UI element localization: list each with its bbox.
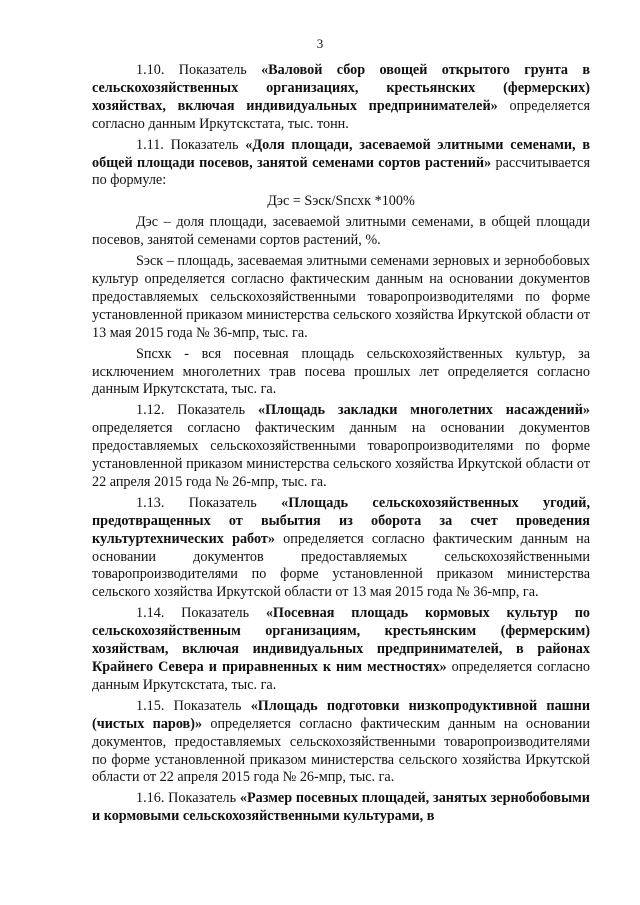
- paragraph-text: определяется согласно данным Иркутскстата, тыс. тонн.: [92, 97, 590, 132]
- paragraph-1-12: [92, 402, 590, 492]
- formula: Дэс = Sэск/Sпсхк *100%: [267, 193, 415, 210]
- definition-spshk: Sпсхк - вся посевная площадь сельскохозяйственных культур, за исключением многолетних трав посева прошлых лет определяется согласно данным Иркутскстата, тыс. га.: [92, 345, 590, 398]
- paragraph-prefix: 1.12. Показатель: [136, 402, 259, 419]
- definition-des: Дэс – доля площади, засеваемой элитными семенами, в общей площади посевов, занятой семенами сортов растений, %.: [92, 214, 590, 249]
- paragraph-1-10: [92, 62, 590, 134]
- paragraph-prefix: 1.15. Показатель: [136, 697, 251, 714]
- indicator-title: «Площадь сельскохозяйственных угодий, предотвращенных от выбытия из оборота за счет проведения культуртехнических работ»: [92, 494, 590, 547]
- paragraph-text: определяется согласно данным Иркутскстата, тыс. га.: [92, 659, 591, 693]
- paragraph-1-15: [92, 698, 590, 788]
- indicator-title: «Посевная площадь кормовых культур по сельскохозяйственным организациям, крестьянским (фермерским) хозяйствам, включая индивидуальных предпринимателей, в районах Крайнего Севера и приравненных к ним местностях»: [92, 605, 590, 675]
- paragraph-text: рассчитывается по формуле:: [92, 154, 590, 189]
- paragraph-text: определяется согласно фактическим данным на основании документов предоставляемых сельскохозяйственными товаропроизводителями по форме установленной приказом министерства сельского хозяйства Иркутской области от 13 мая 2015 года № 36-мпр, га.: [92, 530, 590, 601]
- indicator-title: «Размер посевных площадей, занятых зернобобовыми и кормовыми сельскохозяйственными культурами, в: [92, 790, 590, 825]
- indicator-title: «Доля площади, засеваемой элитными семенами, в общей площади посевов, занятой семенами сортов растений»: [92, 136, 590, 171]
- paragraph-text: определяется согласно фактическим данным на основании документов предоставляемых сельскохозяйственными товаропроизводителями по форме установленной приказом министерства сельского хозяйства Иркутской области от 22 апреля 2015 года № 26-мпр, тыс. га.: [92, 420, 590, 490]
- document-body: [92, 62, 590, 829]
- paragraph-text: определяется согласно фактическим данным на основании документов, предоставляемых сельскохозяйственными товаропроизводителями по форме установленной приказом министерства сельского хозяйства Иркутской области от 22 апреля 2015 года № 26-мпр, тыс. га.: [92, 715, 590, 786]
- paragraph-prefix: 1.14. Показатель: [136, 605, 266, 622]
- page-number: 3: [316, 36, 324, 51]
- paragraph-1-11: [92, 137, 590, 191]
- paragraph-prefix: 1.11. Показатель: [136, 136, 246, 153]
- indicator-title: «Площадь закладки многолетних насаждений»: [258, 402, 590, 419]
- paragraph-prefix: 1.10. Показатель: [136, 62, 262, 78]
- paragraph-1-16: [92, 790, 590, 826]
- paragraph-1-14: [92, 605, 590, 695]
- indicator-title: «Площадь подготовки низкопродуктивной пашни (чистых паров)»: [92, 697, 590, 732]
- paragraph-prefix: 1.13. Показатель: [136, 494, 282, 511]
- indicator-title: «Валовой сбор овощей открытого грунта в сельскохозяйственных организациях, крестьянских (фермерских) хозяйствах, включая индивидуальных предпринимателей»: [92, 62, 590, 114]
- definition-sesk: Sэск – площадь, засеваемая элитными семенами зерновых и зернобобовых культур определяется согласно фактическим данным на основании документов предоставляемых сельскохозяйственными товаропроизводителями по форме установленной приказом министерства сельского хозяйства Иркутской области от 13 мая 2015 года № 36-мпр, тыс. га.: [92, 253, 590, 341]
- paragraph-prefix: 1.16. Показатель: [136, 790, 240, 807]
- paragraph-1-13: [92, 495, 590, 602]
